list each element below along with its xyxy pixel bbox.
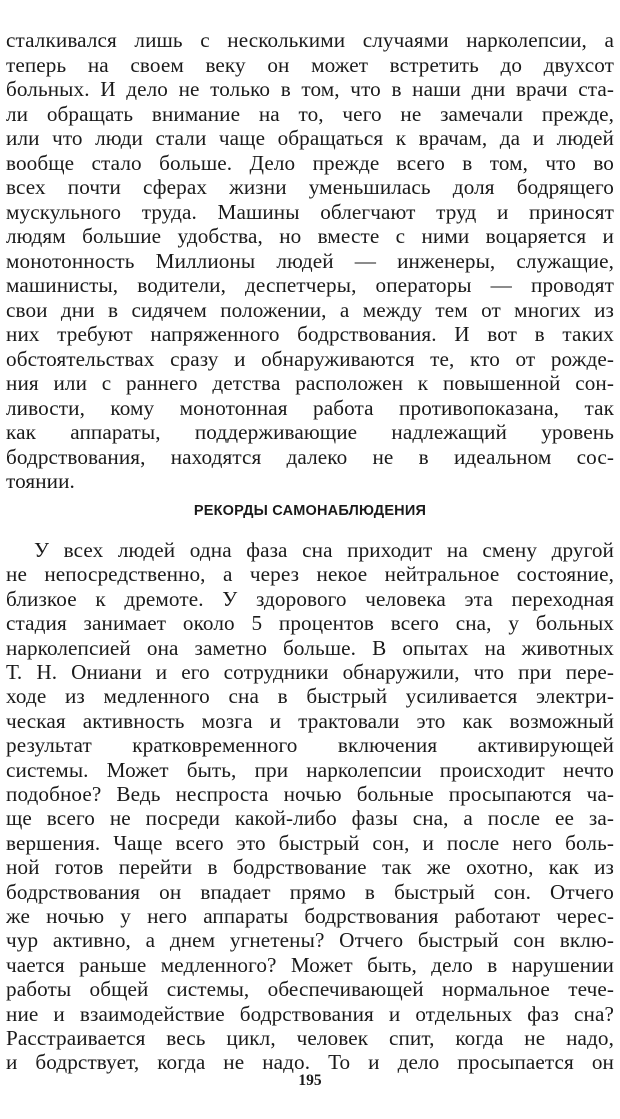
text-line: монотонность Миллионы людей — инженеры, служащие,	[6, 248, 614, 273]
text-line: подобное? Ведь неспроста ночью больные просыпаются ча-	[6, 782, 614, 806]
text-line: чается раньше медленного? Может быть, дело в нарушении	[6, 952, 614, 977]
text-line: близкое к дремоте. У здорового человека эта переходная	[6, 586, 614, 611]
text-line: ния или с раннего детства расположен к повышенной сон-	[6, 371, 614, 395]
text-line: больных. И дело не только в том, что в наши дни врачи ста-	[6, 77, 614, 101]
text-line: же ночью у него аппараты бодрствования работают черес-	[6, 904, 614, 928]
text-line: ходе из медленного сна в быстрый усиливается электри-	[6, 684, 614, 709]
text-line: ной готов перейти в бодрствование так же охотно, как из	[6, 855, 614, 880]
text-line: мускульного труда. Машины облегчают труд и приносят	[6, 199, 614, 224]
section-heading: РЕКОРДЫ САМОНАБЛЮДЕНИЯ	[193, 503, 427, 519]
text-line: или что люди стали чаще обращаться к врачам, да и людей	[6, 126, 614, 150]
text-line: них требуют напряженного бодрствования. И вот в таких	[6, 322, 614, 346]
text-line: ние и взаимодействие бодрствования и отдельных фаз сна?	[6, 1001, 614, 1026]
text-line: вершения. Чаще всего это быстрый сон, и после него боль-	[6, 830, 614, 855]
page-number: 195	[298, 1072, 322, 1089]
text-line: ще всего не посреди какой-либо фазы сна, а после ее за-	[6, 806, 614, 831]
text-line: бодрствования, находятся далеко не в идеальном сос-	[6, 444, 614, 469]
text-line: результат кратковременного включения активирующей	[6, 733, 614, 758]
text-line: и бодрствует, когда не надо. То и дело просыпается он	[6, 1050, 614, 1075]
text-line: Расстраивается весь цикл, человек спит, когда не надо,	[6, 1026, 614, 1050]
text-line: не непосредственно, а через некое нейтральное состояние,	[6, 562, 614, 587]
text-line: обстоятельствах сразу и обнаруживаются те, кто от рожде-	[6, 346, 614, 371]
text-line: ли обращать внимание на то, чего не замечали прежде,	[6, 101, 614, 126]
text-line: системы. Может быть, при нарколепсии происходит нечто	[6, 757, 614, 782]
text-line: всех почти сферах жизни уменьшилась доля бодрящего	[6, 175, 614, 199]
text-line: У всех людей одна фаза сна приходит на смену другой	[34, 538, 614, 562]
text-line: ливости, кому монотонная работа противопоказана, так	[6, 395, 614, 420]
text-line: сталкивался лишь с несколькими случаями нарколепсии, а	[6, 28, 614, 52]
text-line: чур активно, а днем угнетены? Отчего быстрый сон вклю-	[6, 928, 614, 953]
text-line: теперь на своем веку он может встретить до двухсот	[6, 52, 614, 77]
text-line: машинисты, водители, деспетчеры, операторы — проводят	[6, 273, 614, 297]
text-line: нарколепсией она заметно больше. В опытах на животных	[6, 635, 614, 660]
text-line: вообще стало больше. Дело прежде всего в том, что во	[6, 150, 614, 175]
text-line: свои дни в сидячем положении, а между тем от многих из	[6, 297, 614, 322]
text-line: стадия занимает около 5 процентов всего сна, у больных	[6, 611, 614, 636]
text-line: ческая активность мозга и трактовали это как возможный	[6, 708, 614, 733]
text-line: людям большие удобства, но вместе с ними воцаряется и	[6, 224, 614, 248]
text-line: как аппараты, поддерживающие надлежащий уровень	[6, 420, 614, 444]
text-line: бодрствования он впадает прямо в быстрый сон. Отчего	[6, 879, 614, 904]
text-line: Т. Н. Ониани и его сотрудники обнаружили, что при пере-	[6, 660, 614, 684]
text-line: тоянии.	[6, 469, 75, 493]
text-line: работы общей системы, обеспечивающей нормальное тече-	[6, 977, 614, 1002]
